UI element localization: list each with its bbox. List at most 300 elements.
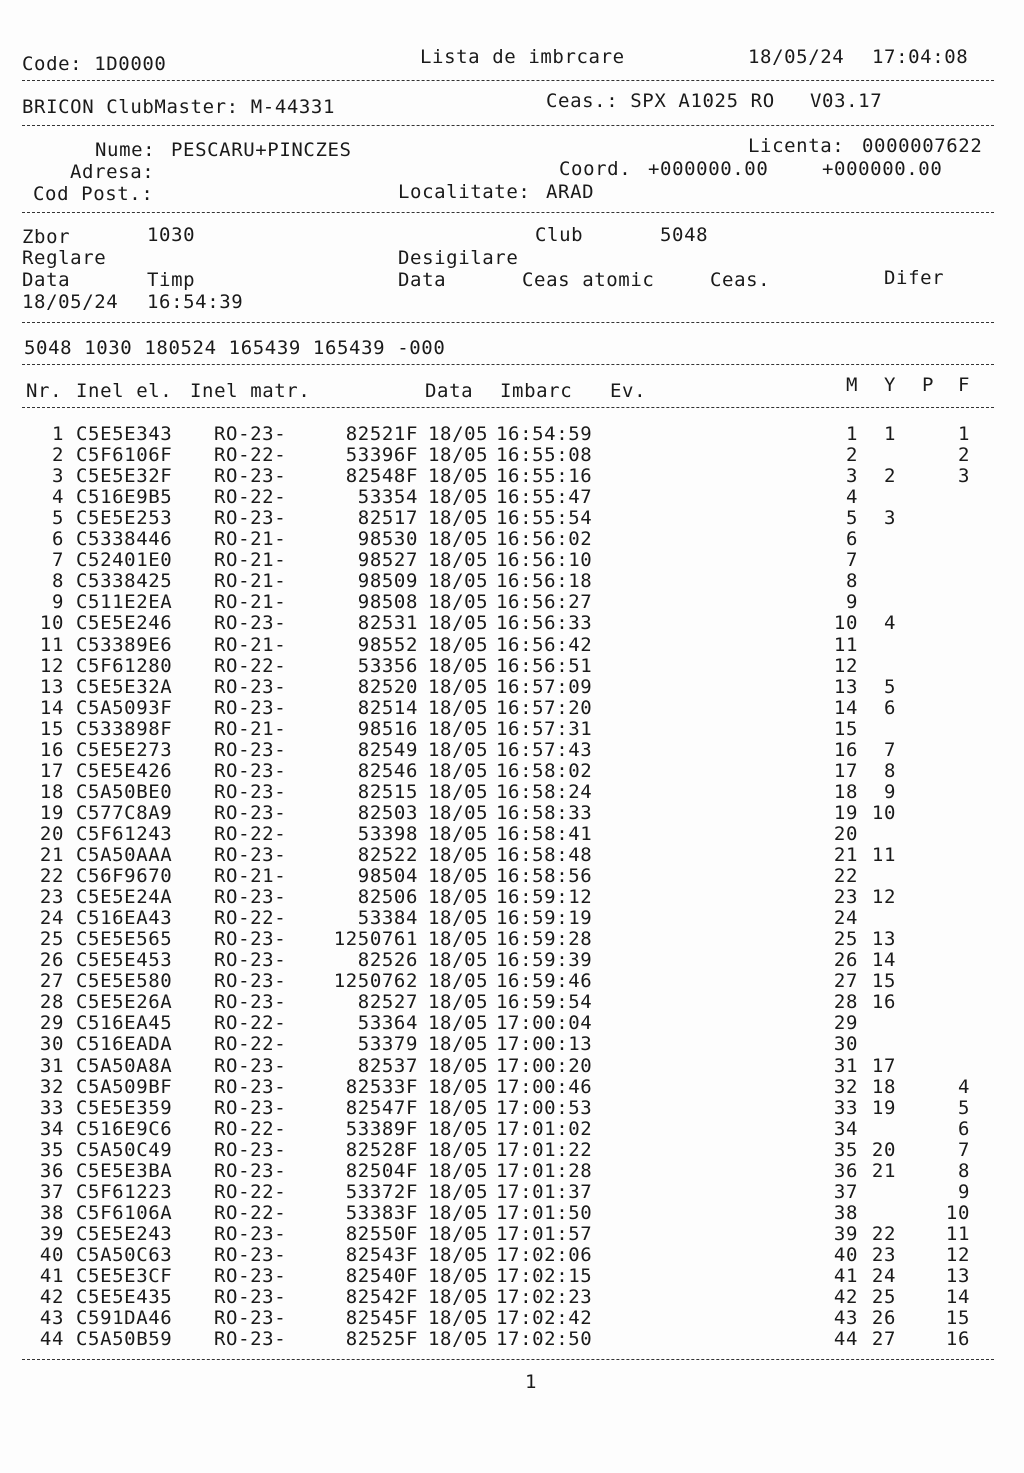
cell-ring-el: C511E2EA [76, 591, 173, 614]
cell-ring-prefix: RO-22- [214, 486, 287, 509]
cell-ring-number: 82527 [357, 991, 418, 1014]
cell-ring-el: C5F61243 [76, 822, 173, 845]
cell-f: 9 [957, 1180, 970, 1203]
cell-date: 18/05 [428, 844, 489, 866]
table-row [0, 780, 1024, 804]
col-header-nr: Nr. [26, 380, 63, 402]
cell-ring-number: 53389F [345, 1117, 418, 1140]
cell-m: 38 [833, 1201, 858, 1224]
cell-ring-prefix: RO-23- [214, 1075, 287, 1098]
cell-ring-number: 53396F [345, 444, 418, 467]
cell-ring-number: 82503 [357, 801, 418, 824]
table-row [0, 675, 1024, 699]
set-date-label: Data [22, 269, 71, 291]
cell-nr: 12 [39, 654, 64, 677]
cell-f: 8 [957, 1159, 970, 1182]
cell-m: 30 [833, 1033, 858, 1056]
cell-ring-el: C5E5E26A [76, 991, 173, 1014]
cell-m: 44 [833, 1328, 858, 1351]
cell-m: 12 [833, 654, 858, 677]
license-number: 0000007622 [862, 135, 983, 157]
cell-nr: 10 [39, 612, 64, 635]
clock-col-label: Ceas. [710, 269, 771, 291]
cell-y: 7 [883, 738, 896, 761]
cell-date: 18/05 [428, 612, 489, 635]
cell-ring-prefix: RO-21- [214, 717, 287, 740]
cell-ring-prefix: RO-21- [214, 528, 287, 551]
cell-f: 6 [957, 1117, 970, 1140]
cell-ring-prefix: RO-22- [214, 907, 287, 930]
cell-time: 16:56:33 [496, 612, 593, 635]
cell-ring-prefix: RO-22- [214, 1201, 287, 1224]
locality-value: ARAD [546, 181, 595, 203]
cell-ring-number: 82537 [357, 1054, 418, 1077]
cell-date: 18/05 [428, 1328, 489, 1351]
table-row [0, 717, 1024, 741]
cell-ring-el: C577C8A9 [76, 801, 173, 824]
cell-m: 1 [845, 423, 858, 445]
cell-ring-el: C5E5E343 [76, 423, 173, 445]
cell-ring-el: C5A5093F [76, 696, 173, 719]
table-row [0, 1243, 1024, 1267]
cell-time: 16:56:18 [496, 570, 593, 593]
cell-time: 16:58:24 [496, 780, 593, 803]
cell-ring-el: C5F6106F [76, 444, 173, 467]
cell-nr: 14 [39, 696, 64, 719]
cell-time: 17:02:42 [496, 1307, 593, 1330]
cell-nr: 40 [39, 1243, 64, 1266]
cell-ring-number: 82533F [345, 1075, 418, 1098]
cell-ring-prefix: RO-21- [214, 633, 287, 656]
cell-m: 35 [833, 1138, 858, 1161]
cell-f: 5 [957, 1096, 970, 1119]
cell-date: 18/05 [428, 1117, 489, 1140]
table-row [0, 1309, 1024, 1330]
cell-ring-number: 82504F [345, 1159, 418, 1182]
cell-nr: 19 [39, 801, 64, 824]
cell-m: 34 [833, 1117, 858, 1140]
cell-m: 8 [845, 570, 858, 593]
cell-ring-prefix: RO-23- [214, 949, 287, 972]
table-row [0, 759, 1024, 783]
cell-ring-number: 82528F [345, 1138, 418, 1161]
cell-ring-prefix: RO-23- [214, 465, 287, 488]
cell-m: 10 [833, 612, 858, 635]
cell-time: 16:54:59 [496, 423, 593, 445]
table-row [0, 572, 1024, 593]
cell-y: 22 [871, 1222, 896, 1245]
cell-ring-prefix: RO-23- [214, 738, 287, 761]
cell-y: 26 [871, 1307, 896, 1330]
cell-y: 23 [871, 1243, 896, 1266]
cell-ring-el: C533898F [76, 717, 173, 740]
cell-date: 18/05 [428, 528, 489, 551]
cell-nr: 4 [51, 486, 64, 509]
cell-nr: 31 [39, 1054, 64, 1077]
cell-y: 21 [871, 1159, 896, 1182]
cell-m: 17 [833, 759, 858, 782]
table-row [0, 654, 1024, 678]
cell-ring-prefix: RO-22- [214, 1033, 287, 1056]
cell-nr: 34 [39, 1117, 64, 1140]
cell-date: 18/05 [428, 1201, 489, 1224]
cell-m: 15 [833, 717, 858, 740]
cell-date: 18/05 [428, 591, 489, 614]
clock-label: Ceas.: SPX A1025 RO [546, 90, 775, 112]
cell-y: 17 [871, 1054, 896, 1077]
cell-ring-number: 53354 [357, 486, 418, 509]
cell-m: 29 [833, 1012, 858, 1035]
name-label: Nume: [95, 139, 156, 161]
cell-y: 18 [871, 1075, 896, 1098]
set-date-value: 18/05/24 [22, 291, 119, 313]
cell-nr: 43 [39, 1307, 64, 1330]
cell-f: 2 [957, 444, 970, 467]
cell-time: 16:59:19 [496, 907, 593, 930]
cell-m: 3 [845, 465, 858, 488]
cell-nr: 36 [39, 1159, 64, 1182]
cell-date: 18/05 [428, 1096, 489, 1119]
cell-ring-prefix: RO-23- [214, 507, 287, 530]
cell-time: 16:56:42 [496, 633, 593, 656]
cell-ring-el: C5E5E273 [76, 738, 173, 761]
cell-ring-number: 98504 [357, 865, 418, 888]
table-row [0, 614, 1024, 635]
cell-ring-el: C5F61223 [76, 1180, 173, 1203]
cell-m: 20 [833, 822, 858, 845]
cell-date: 18/05 [428, 780, 489, 803]
cell-f: 14 [945, 1286, 970, 1309]
cell-ring-prefix: RO-22- [214, 1180, 287, 1203]
cell-date: 18/05 [428, 486, 489, 509]
cell-m: 9 [845, 591, 858, 614]
cell-time: 17:01:28 [496, 1159, 593, 1182]
cell-m: 13 [833, 675, 858, 698]
cell-ring-number: 98509 [357, 570, 418, 593]
cell-ring-prefix: RO-23- [214, 1138, 287, 1161]
cell-ring-el: C516EA45 [76, 1012, 173, 1035]
cell-time: 16:58:02 [496, 759, 593, 782]
cell-nr: 32 [39, 1075, 64, 1098]
version-label: V03.17 [810, 90, 883, 112]
cell-ring-prefix: RO-21- [214, 591, 287, 614]
cell-nr: 7 [51, 549, 64, 572]
cell-nr: 11 [39, 633, 64, 656]
col-header-ring: Inel matr. [190, 380, 311, 402]
cell-m: 5 [845, 507, 858, 530]
cell-date: 18/05 [428, 654, 489, 677]
cell-ring-prefix: RO-23- [214, 886, 287, 909]
cell-y: 3 [883, 507, 896, 530]
cell-date: 18/05 [428, 1286, 489, 1309]
cell-y: 19 [871, 1096, 896, 1119]
cell-nr: 27 [39, 970, 64, 993]
separator [22, 322, 994, 323]
cell-ring-prefix: RO-23- [214, 970, 287, 993]
table-row [0, 1222, 1024, 1246]
cell-nr: 8 [51, 570, 64, 593]
cell-ring-number: 53356 [357, 654, 418, 677]
table-row [0, 951, 1024, 972]
table-row [0, 1180, 1024, 1204]
cell-ring-el: C53389E6 [76, 633, 173, 656]
cell-m: 31 [833, 1054, 858, 1077]
cell-date: 18/05 [428, 801, 489, 824]
cell-nr: 3 [51, 465, 64, 488]
cell-nr: 22 [39, 865, 64, 888]
cell-time: 16:59:39 [496, 949, 593, 972]
cell-date: 18/05 [428, 717, 489, 740]
cell-nr: 33 [39, 1096, 64, 1119]
cell-date: 18/05 [428, 1243, 489, 1266]
cell-date: 18/05 [428, 822, 489, 845]
cell-time: 16:56:27 [496, 591, 593, 614]
flight-number: 1030 [147, 224, 196, 246]
cell-m: 6 [845, 528, 858, 551]
cell-ring-prefix: RO-23- [214, 991, 287, 1014]
cell-nr: 44 [39, 1328, 64, 1351]
cell-ring-el: C5E5E565 [76, 928, 173, 951]
cell-y: 11 [871, 844, 896, 866]
cell-time: 17:02:15 [496, 1265, 593, 1287]
cell-m: 24 [833, 907, 858, 930]
cell-m: 25 [833, 928, 858, 951]
separator [22, 80, 994, 81]
cell-date: 18/05 [428, 907, 489, 930]
cell-date: 18/05 [428, 444, 489, 467]
cell-time: 16:55:16 [496, 465, 593, 488]
cell-y: 4 [883, 612, 896, 635]
table-row [0, 633, 1024, 657]
cell-m: 21 [833, 844, 858, 866]
cell-date: 18/05 [428, 570, 489, 593]
table-row [0, 846, 1024, 867]
cell-time: 16:57:09 [496, 675, 593, 698]
cell-ring-number: 82506 [357, 886, 418, 909]
cell-nr: 35 [39, 1138, 64, 1161]
cell-ring-prefix: RO-23- [214, 1096, 287, 1119]
cell-nr: 13 [39, 675, 64, 698]
cell-ring-prefix: RO-23- [214, 675, 287, 698]
cell-ring-number: 82531 [357, 612, 418, 635]
cell-time: 17:00:13 [496, 1033, 593, 1056]
cell-m: 43 [833, 1307, 858, 1330]
cell-time: 16:55:47 [496, 486, 593, 509]
cell-ring-number: 98516 [357, 717, 418, 740]
cell-y: 12 [871, 886, 896, 909]
cell-date: 18/05 [428, 423, 489, 445]
cell-m: 36 [833, 1159, 858, 1182]
cell-ring-number: 82549 [357, 738, 418, 761]
cell-nr: 21 [39, 844, 64, 866]
table-row [0, 801, 1024, 825]
owner-name: PESCARU+PINCZES [171, 139, 352, 161]
table-row [0, 488, 1024, 509]
cell-f: 13 [945, 1265, 970, 1287]
atomic-clock-label: Ceas atomic [522, 269, 655, 291]
cell-ring-prefix: RO-23- [214, 423, 287, 445]
cell-f: 1 [957, 423, 970, 445]
table-row [0, 1075, 1024, 1099]
col-header-f: F [958, 374, 971, 396]
cell-date: 18/05 [428, 970, 489, 993]
cell-y: 10 [871, 801, 896, 824]
cell-ring-number: 82543F [345, 1243, 418, 1266]
cell-ring-number: 82545F [345, 1307, 418, 1330]
cell-ring-prefix: RO-23- [214, 780, 287, 803]
difference-label: Difer [884, 267, 945, 289]
cell-ring-el: C5E5E3BA [76, 1159, 173, 1182]
cell-nr: 26 [39, 949, 64, 972]
table-row [0, 696, 1024, 720]
cell-ring-number: 53364 [357, 1012, 418, 1035]
cell-ring-el: C516EA43 [76, 907, 173, 930]
cell-ring-number: 82514 [357, 696, 418, 719]
cell-y: 9 [883, 780, 896, 803]
cell-date: 18/05 [428, 696, 489, 719]
table-row [0, 738, 1024, 762]
cell-ring-prefix: RO-22- [214, 1012, 287, 1035]
coord-x: +000000.00 [648, 158, 769, 180]
cell-nr: 16 [39, 738, 64, 761]
cell-time: 17:00:04 [496, 1012, 593, 1035]
cell-date: 18/05 [428, 949, 489, 972]
cell-ring-el: C5F61280 [76, 654, 173, 677]
cell-y: 5 [883, 675, 896, 698]
cell-ring-number: 82550F [345, 1222, 418, 1245]
cell-ring-number: 82548F [345, 465, 418, 488]
table-row [0, 1035, 1024, 1056]
postcode-label: Cod Post.: [33, 183, 154, 205]
cell-ring-el: C5E5E246 [76, 612, 173, 635]
cell-ring-number: 82547F [345, 1096, 418, 1119]
cell-ring-el: C5E5E359 [76, 1096, 173, 1119]
club-number: 5048 [660, 224, 709, 246]
cell-time: 16:58:56 [496, 865, 593, 888]
cell-time: 17:00:46 [496, 1075, 593, 1098]
cell-time: 16:59:46 [496, 970, 593, 993]
cell-ring-el: C516E9C6 [76, 1117, 173, 1140]
cell-y: 1 [883, 423, 896, 445]
cell-nr: 9 [51, 591, 64, 614]
cell-nr: 41 [39, 1265, 64, 1287]
cell-ring-prefix: RO-23- [214, 801, 287, 824]
cell-ring-el: C5A50B59 [76, 1328, 173, 1351]
cell-m: 22 [833, 865, 858, 888]
cell-ring-number: 1250762 [333, 970, 418, 993]
document-title: Lista de imbrcare [420, 46, 625, 68]
cell-m: 2 [845, 444, 858, 467]
col-header-y: Y [884, 374, 897, 396]
cell-ring-el: C5E5E24A [76, 886, 173, 909]
cell-m: 7 [845, 549, 858, 572]
cell-nr: 29 [39, 1012, 64, 1035]
cell-m: 42 [833, 1286, 858, 1309]
cell-ring-el: C5338446 [76, 528, 173, 551]
cell-time: 16:59:12 [496, 886, 593, 909]
cell-time: 16:58:33 [496, 801, 593, 824]
cell-ring-prefix: RO-23- [214, 1243, 287, 1266]
cell-m: 28 [833, 991, 858, 1014]
cell-ring-el: C5E5E453 [76, 949, 173, 972]
cell-ring-number: 82540F [345, 1265, 418, 1287]
col-header-time: Imbarc [500, 380, 573, 402]
cell-ring-prefix: RO-22- [214, 822, 287, 845]
cell-f: 7 [957, 1138, 970, 1161]
cell-ring-number: 82521F [345, 423, 418, 445]
cell-y: 14 [871, 949, 896, 972]
cell-nr: 37 [39, 1180, 64, 1203]
cell-ring-el: C52401E0 [76, 549, 173, 572]
table-row [0, 530, 1024, 551]
page-number: 1 [525, 1371, 538, 1393]
code-label: Code: 1D0000 [22, 53, 167, 75]
table-row [0, 1288, 1024, 1309]
cell-time: 17:01:50 [496, 1201, 593, 1224]
cell-ring-number: 53372F [345, 1180, 418, 1203]
cell-date: 18/05 [428, 507, 489, 530]
cell-ring-number: 82520 [357, 675, 418, 698]
cell-date: 18/05 [428, 1180, 489, 1203]
cell-date: 18/05 [428, 759, 489, 782]
table-row [0, 1014, 1024, 1035]
cell-nr: 1 [51, 423, 64, 445]
cell-ring-el: C5E5E253 [76, 507, 173, 530]
cell-ring-number: 82542F [345, 1286, 418, 1309]
cell-ring-number: 98552 [357, 633, 418, 656]
cell-date: 18/05 [428, 1307, 489, 1330]
separator [22, 407, 994, 408]
flight-code-line: 5048 1030 180524 165439 165439 -000 [24, 337, 446, 359]
table-row [0, 593, 1024, 614]
col-header-ring-el: Inel el. [76, 380, 173, 402]
cell-ring-number: 82515 [357, 780, 418, 803]
cell-date: 18/05 [428, 991, 489, 1014]
cell-date: 18/05 [428, 1012, 489, 1035]
table-row [0, 888, 1024, 909]
cell-date: 18/05 [428, 1222, 489, 1245]
cell-m: 14 [833, 696, 858, 719]
cell-ring-prefix: RO-22- [214, 654, 287, 677]
cell-ring-number: 98508 [357, 591, 418, 614]
cell-ring-prefix: RO-23- [214, 1159, 287, 1182]
cell-ring-prefix: RO-23- [214, 1328, 287, 1351]
col-header-ev: Ev. [610, 380, 647, 402]
cell-time: 16:55:08 [496, 444, 593, 467]
cell-time: 16:58:48 [496, 844, 593, 866]
cell-f: 16 [945, 1328, 970, 1351]
cell-date: 18/05 [428, 675, 489, 698]
cell-y: 20 [871, 1138, 896, 1161]
cell-ring-prefix: RO-21- [214, 865, 287, 888]
cell-nr: 38 [39, 1201, 64, 1224]
table-row [0, 1330, 1024, 1351]
cell-nr: 5 [51, 507, 64, 530]
cell-time: 17:00:53 [496, 1096, 593, 1119]
cell-f: 3 [957, 465, 970, 488]
cell-ring-prefix: RO-23- [214, 696, 287, 719]
cell-ring-number: 1250761 [333, 928, 418, 951]
table-row [0, 1159, 1024, 1183]
cell-ring-el: C5E5E3CF [76, 1265, 173, 1287]
cell-nr: 2 [51, 444, 64, 467]
cell-ring-number: 53383F [345, 1201, 418, 1224]
cell-ring-el: C5A50C49 [76, 1138, 173, 1161]
cell-y: 6 [883, 696, 896, 719]
cell-m: 32 [833, 1075, 858, 1098]
col-header-date: Data [425, 380, 474, 402]
cell-m: 41 [833, 1265, 858, 1287]
